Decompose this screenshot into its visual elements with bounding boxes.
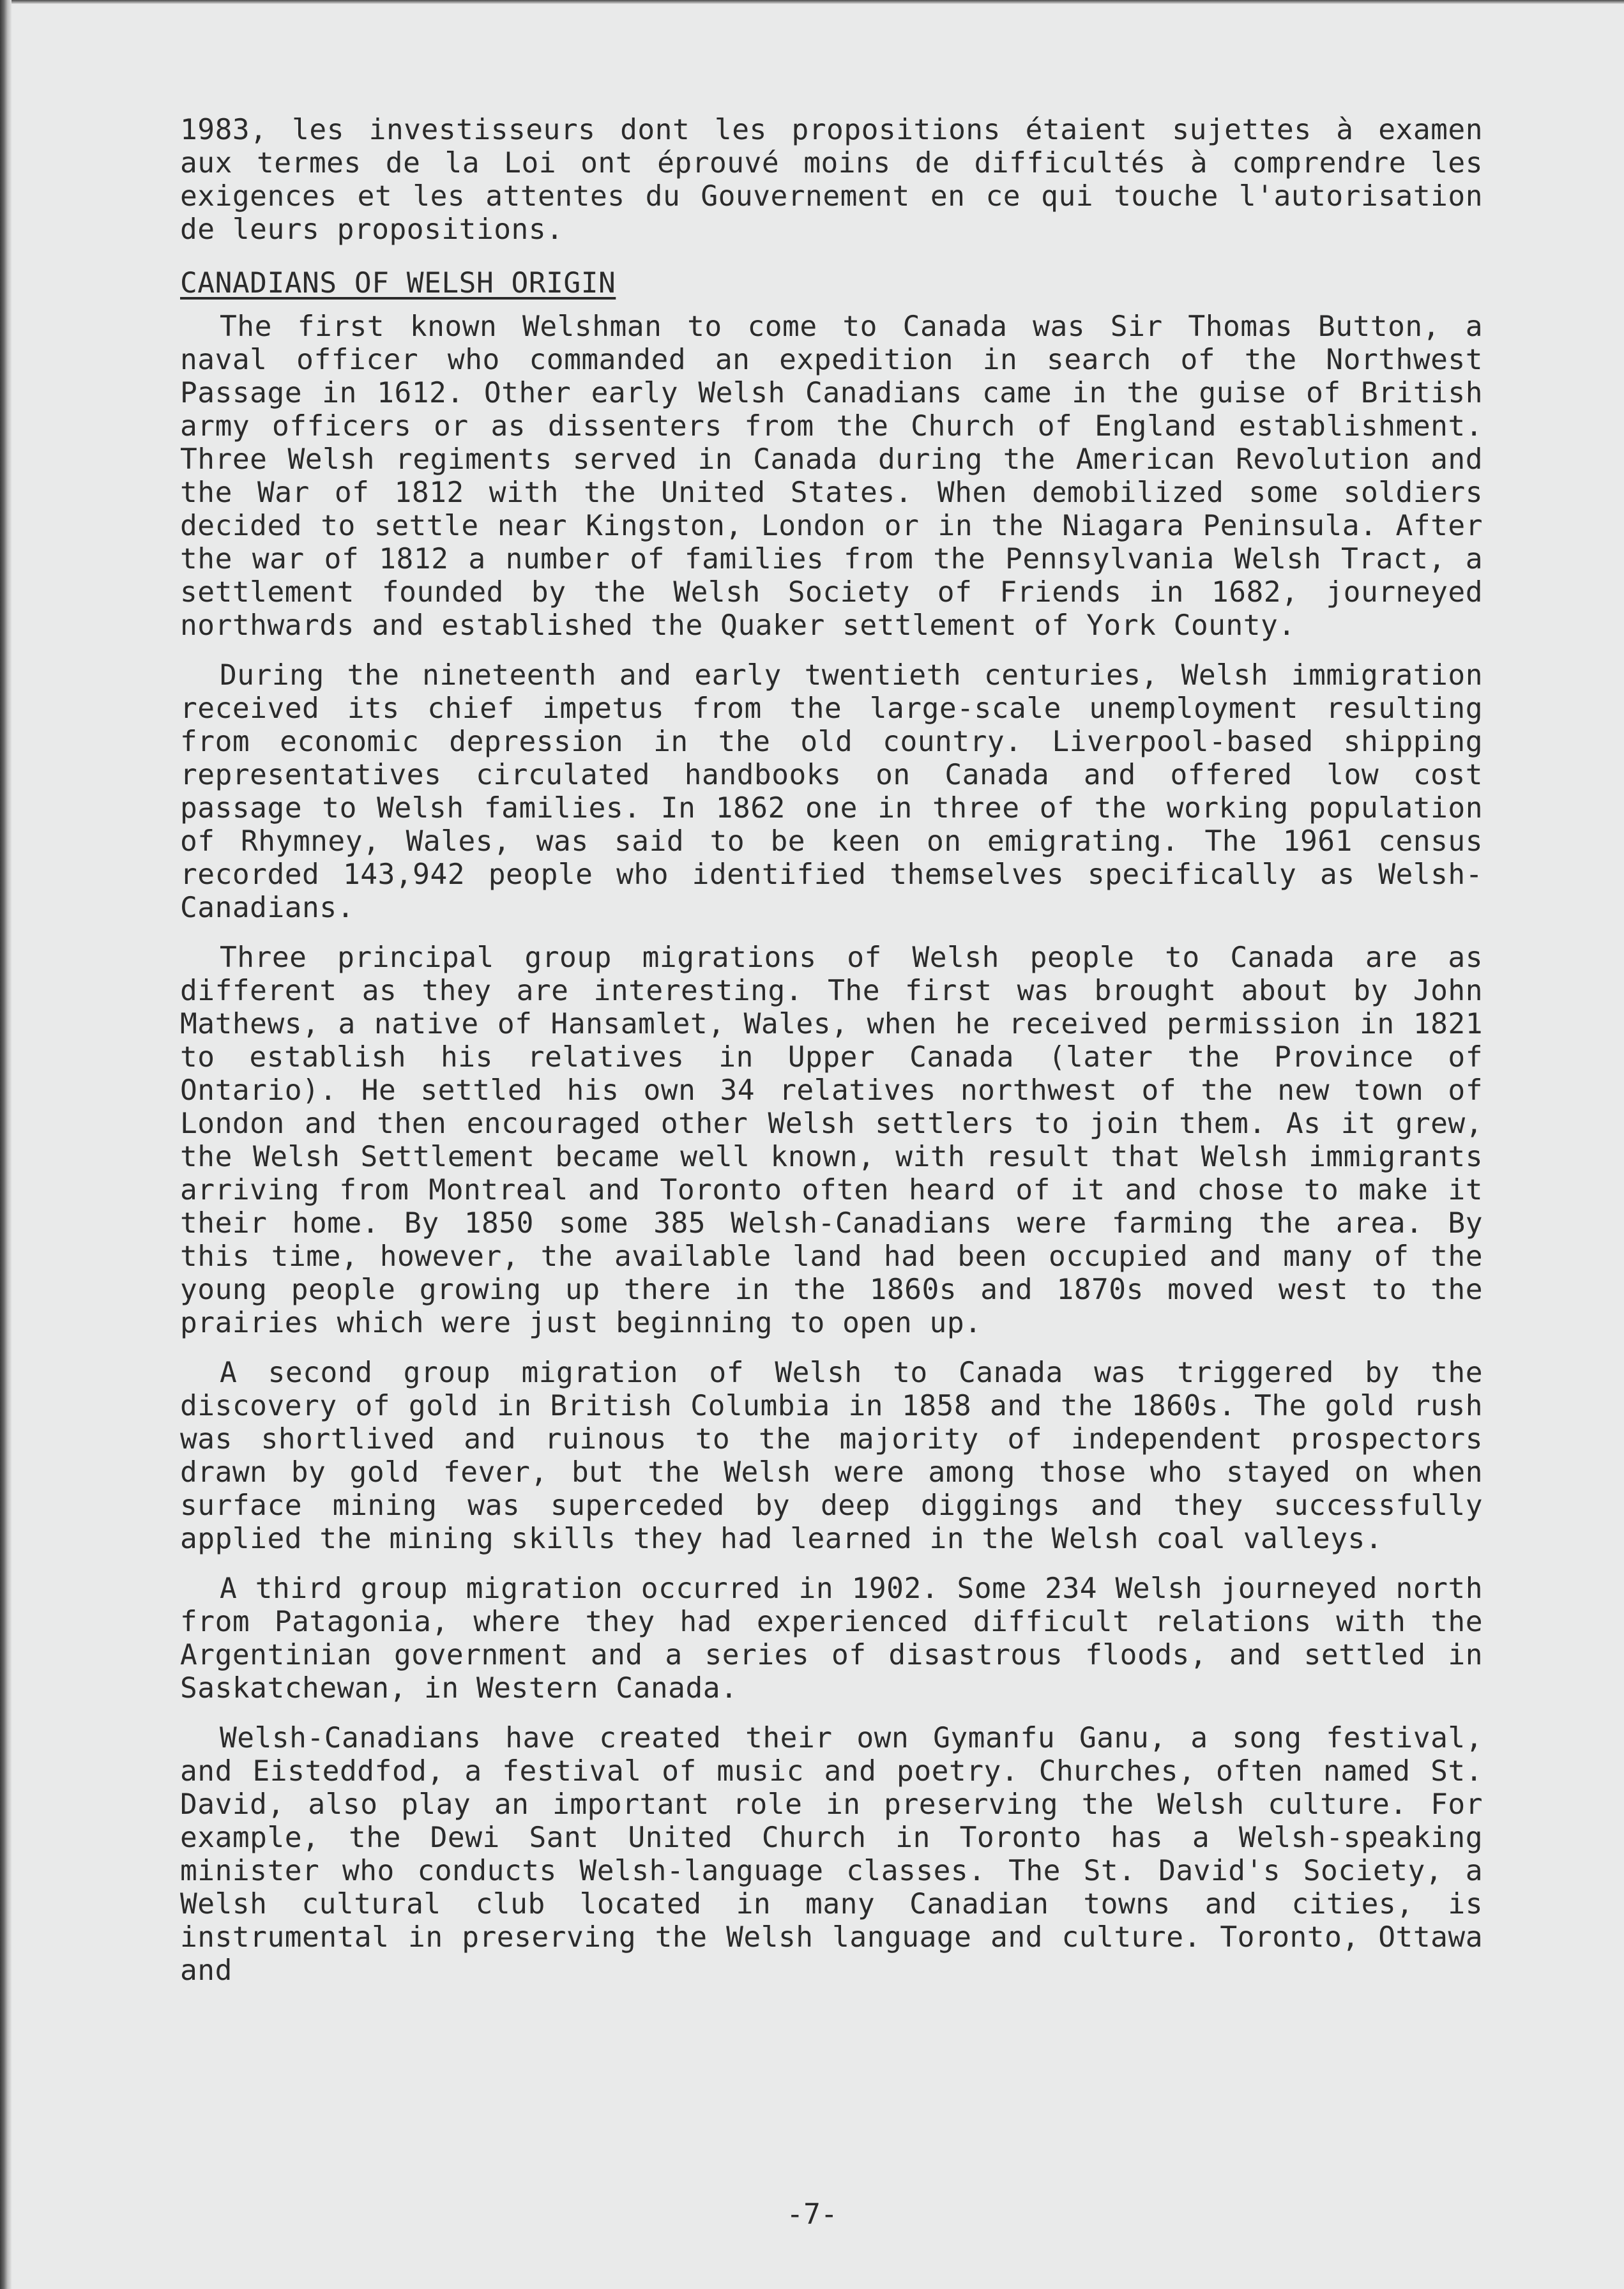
section-heading: CANADIANS OF WELSH ORIGIN xyxy=(180,267,616,300)
page-binding-edge xyxy=(0,0,11,2289)
paragraph-first-welshman: The first known Welshman to come to Canada was Sir Thomas Button, a naval officer who commanded an expedition in search of the Northwest Passage in 1612. Other early Welsh Canadians came in the guise of British army officers or as dissenters from the Church of England establishment. Three Welsh regiments served in Canada during the American Revolution and the War of 1812 with the United States. When demobilized some soldiers decided to settle near Kingston, London or in the Niagara Peninsula. After the war of 1812 a number of families from the Pennsylvania Welsh Tract, a settlement founded by the Welsh Society of Friends in 1682, journeyed northwards and established the Quaker settlement of York County. xyxy=(180,310,1483,642)
paragraph-culture: Welsh-Canadians have created their own Gymanfu Ganu, a song festival, and Eisteddfod, a festival of music and poetry. Churches, often named St. David, also play an important role in preserving the Welsh culture. For example, the Dewi Sant United Church in Toronto has a Welsh-speaking minister who conducts Welsh-language classes. The St. David's Society, a Welsh cultural club located in many Canadian towns and cities, is instrumental in preserving the Welsh language and culture. Toronto, Ottawa and xyxy=(180,1722,1483,1987)
paragraph-gold-rush: A second group migration of Welsh to Canada was triggered by the discovery of gold in British Columbia in 1858 and the 1860s. The gold rush was shortlived and ruinous to the majority of independent prospectors drawn by gold fever, but the Welsh were among those who stayed on when surface mining was superceded by deep diggings and they successfully applied the mining skills they had learned in the Welsh coal valleys. xyxy=(180,1357,1483,1555)
paragraph-nineteenth-century: During the nineteenth and early twentieth centuries, Welsh immigration received its chief impetus from the large-scale unemployment resulting from economic depression in the old country. Liverpool-based shipping representatives circulated handbooks on Canada and offered low cost passage to Welsh families. In 1862 one in three of the working population of Rhymney, Wales, was said to be keen on emigrating. The 1961 census recorded 143,942 people who identified themselves specifically as Welsh-Canadians. xyxy=(180,659,1483,924)
document-body xyxy=(180,114,1483,2004)
intro-paragraph: 1983, les investisseurs dont les propositions étaient sujettes à examen aux termes de la Loi ont éprouvé moins de difficultés à comprendre les exigences et les attentes du Gouvernement en ce qui touche l'autorisation de leurs propositions. xyxy=(180,114,1483,246)
page-top-shadow xyxy=(0,0,1624,4)
paragraph-group-migrations: Three principal group migrations of Welsh people to Canada are as different as they are interesting. The first was brought about by John Mathews, a native of Hansamlet, Wales, when he received permission in 1821 to establish his relatives in Upper Canada (later the Province of Ontario). He settled his own 34 relatives northwest of the new town of London and then encouraged other Welsh settlers to join them. As it grew, the Welsh Settlement became well known, with result that Welsh immigrants arriving from Montreal and Toronto often heard of it and chose to make it their home. By 1850 some 385 Welsh-Canadians were farming the area. By this time, however, the available land had been occupied and many of the young people growing up there in the 1860s and 1870s moved west to the prairies which were just beginning to open up. xyxy=(180,941,1483,1339)
paragraph-patagonia: A third group migration occurred in 1902. Some 234 Welsh journeyed north from Patagonia, where they had experienced difficult relations with the Argentinian government and a series of disastrous floods, and settled in Saskatchewan, in Western Canada. xyxy=(180,1572,1483,1705)
page-number: -7- xyxy=(786,2198,838,2231)
